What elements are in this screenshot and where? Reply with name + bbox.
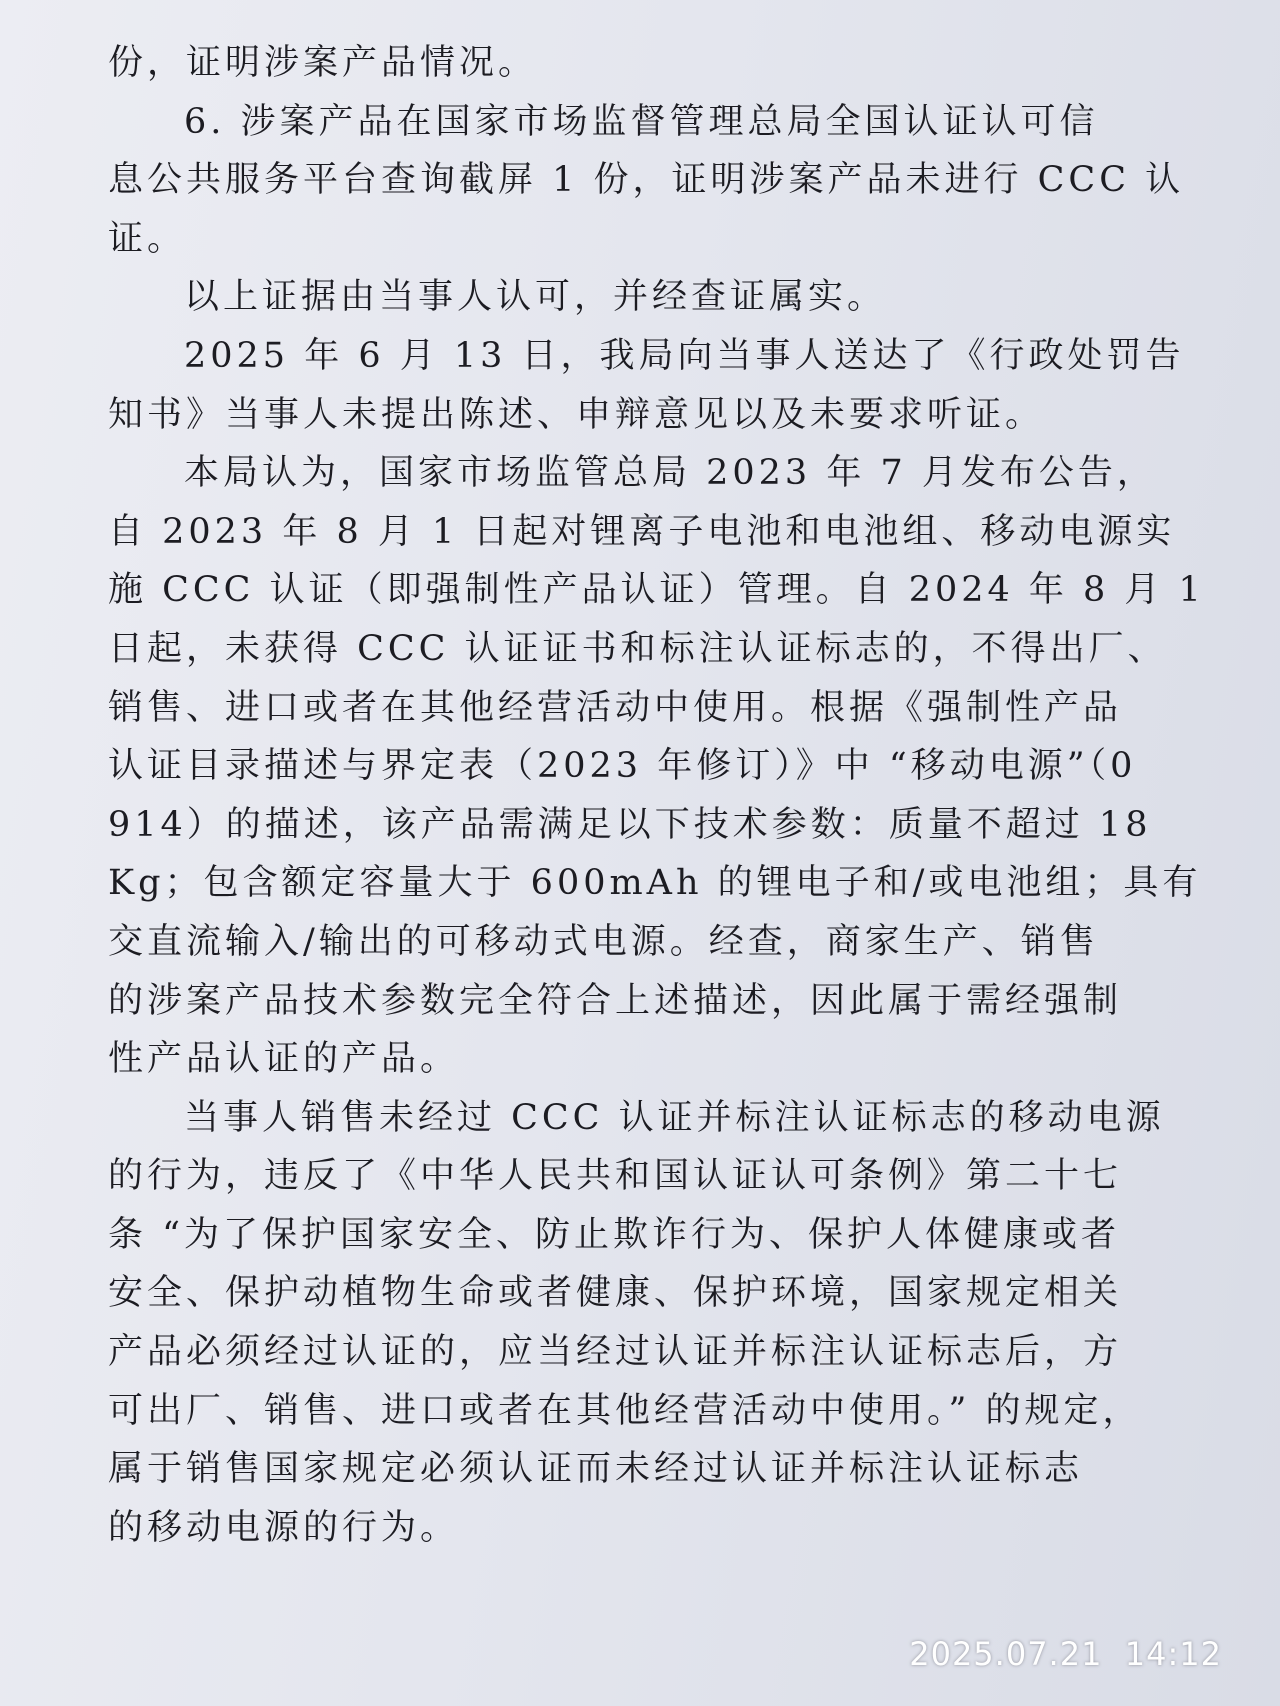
text-line: 日起，未获得 CCC 认证证书和标注认证标志的，不得出厂、 (108, 628, 1167, 669)
text-line: 自 2023 年 8 月 1 日起对锂离子电池和电池组、移动电源实 (108, 511, 1176, 552)
text-line: 的行为，违反了《中华人民共和国认证认可条例》第二十七 (108, 1156, 1123, 1197)
text-line: 6. 涉案产品在国家市场监督管理总局全国认证认可信 (184, 101, 1099, 142)
text-line: 销售、进口或者在其他经营活动中使用。根据《强制性产品 (108, 687, 1123, 728)
text-line: 息公共服务平台查询截屏 1 份，证明涉案产品未进行 CCC 认 (108, 160, 1185, 201)
text-line: 的移动电源的行为。 (108, 1507, 460, 1548)
text-line: 可出厂、销售、进口或者在其他经营活动中使用。” 的规定， (108, 1390, 1142, 1431)
text-line: 当事人销售未经过 CCC 认证并标注认证标志的移动电源 (184, 1097, 1165, 1138)
text-line: 条 “为了保护国家安全、防止欺诈行为、保护人体健康或者 (108, 1214, 1121, 1255)
text-line: 产品必须经过认证的，应当经过认证并标注认证标志后，方 (108, 1332, 1123, 1373)
text-line: 2025 年 6 月 13 日，我局向当事人送达了《行政处罚告 (184, 335, 1185, 376)
timestamp-watermark: 2025.07.21 14:12 (909, 1635, 1222, 1673)
text-line: 认证目录描述与界定表（2023 年修订）》中 “移动电源”（0 (108, 746, 1137, 787)
text-line: 份，证明涉案产品情况。 (108, 43, 538, 83)
text-line: 914）的描述，该产品需满足以下技术参数：质量不超过 18 (108, 804, 1152, 845)
text-line: 安全、保护动植物生命或者健康、保护环境，国家规定相关 (108, 1273, 1123, 1314)
text-line: 的涉案产品技术参数完全符合上述描述，因此属于需经强制 (108, 980, 1123, 1021)
text-line: 施 CCC 认证（即强制性产品认证）管理。自 2024 年 8 月 1 (108, 570, 1205, 611)
text-line: 知书》当事人未提出陈述、申辩意见以及未要求听证。 (108, 394, 1045, 435)
text-line: 本局认为，国家市场监管总局 2023 年 7 月发布公告， (184, 453, 1156, 494)
text-line: Kg；包含额定容量大于 600mAh 的锂电子和/或电池组；具有 (108, 863, 1202, 904)
text-line: 属于销售国家规定必须认证而未经过认证并标注认证标志 (108, 1449, 1084, 1490)
text-line: 交直流输入/输出的可移动式电源。经查，商家生产、销售 (108, 921, 1099, 962)
text-line: 性产品认证的产品。 (108, 1039, 460, 1080)
text-line: 以上证据由当事人认可，并经查证属实。 (184, 277, 887, 318)
text-line: 证。 (108, 218, 187, 259)
